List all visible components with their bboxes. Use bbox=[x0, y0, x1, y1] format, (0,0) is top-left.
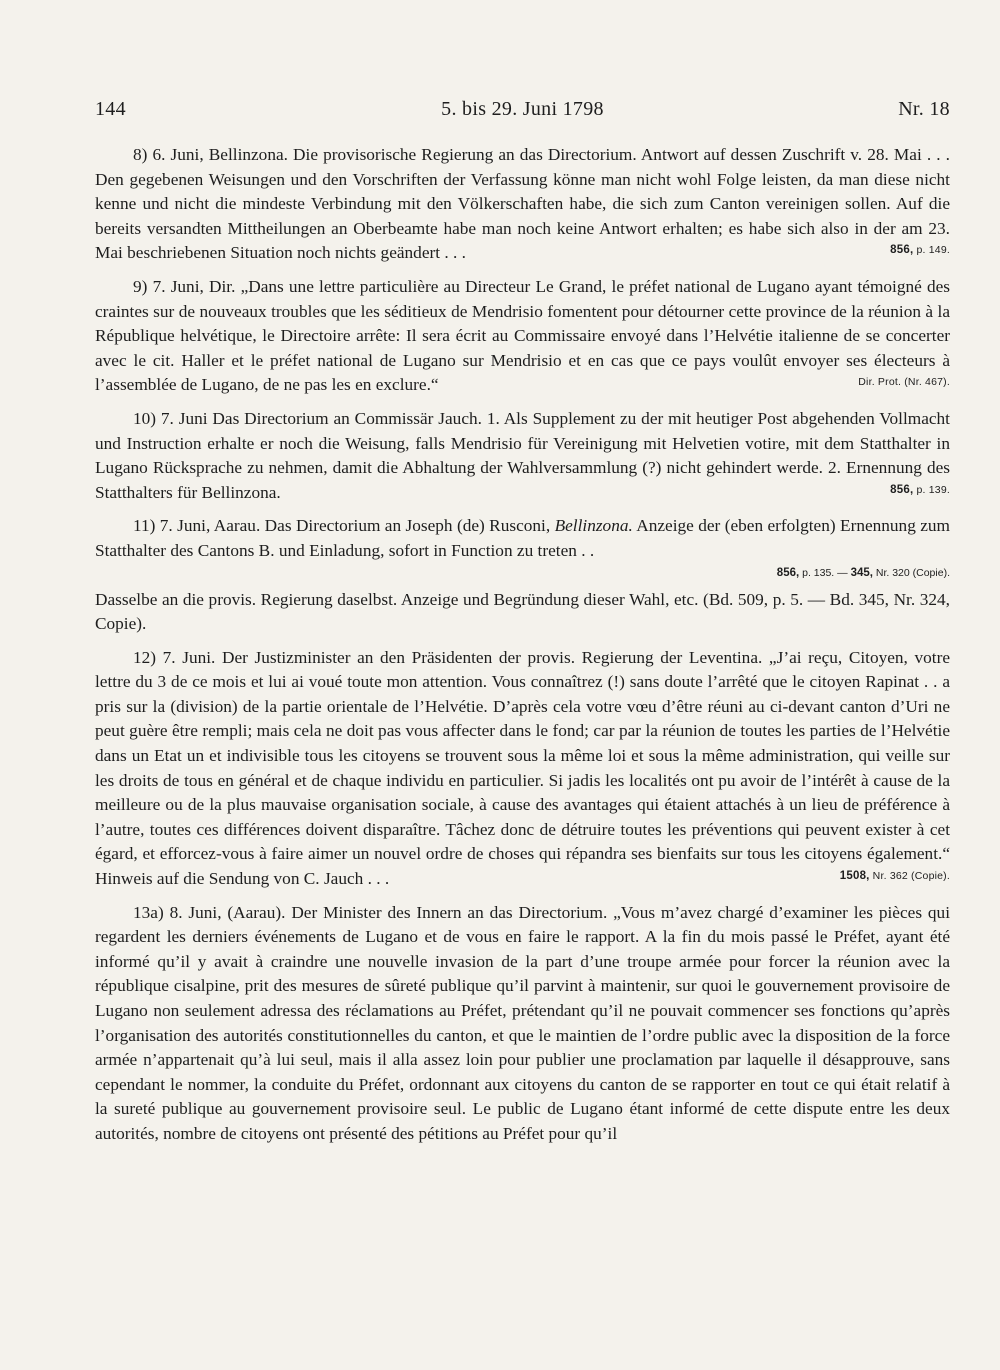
source-reference: 856, p. 139. bbox=[890, 483, 950, 496]
entry-9 bbox=[95, 275, 950, 398]
entry-text: 9) 7. Juni, Dir. „Dans une lettre particulière au Directeur Le Grand, le préfet national de Lugano ayant témoigné des craintes sur de nouveaux troubles que les séditieux de Mendrisio fomentent pour détourner cette province de la réunion à la République helvétique, le Directoire arrête: Il sera écrit au Commissaire envoyé dans l’Helvétie italienne de se concerter avec le cit. Haller et le préfet national de Lugano sur Mendrisio et en cas que ce pays voulût envoyer ses électeurs à l’assemblée de Lugano, de ne pas les en exclure.“ bbox=[95, 276, 950, 395]
entry-text: 10) 7. Juni Das Directorium an Commissär Jauch. 1. Als Supplement zu der mit heutiger Post abgehenden Vollmacht und Instruction erhalte er noch die Weisung, falls Mendrisio für Vereinigung mit Helvetien votire, mit dem Statthalter in Lugano Rücksprache zu nehmen, damit die Abhaltung der Wahlversammlung (?) nicht gehindert werde. 2. Ernennung des Statthalters für Bellinzona. bbox=[95, 408, 950, 502]
source-reference: 1508, Nr. 362 (Copie). bbox=[839, 870, 950, 883]
entry-text-italic: Bellinzona. bbox=[554, 516, 633, 536]
entry-text: 12) 7. Juni. Der Justizminister an den Präsidenten der provis. Regierung der Leventina. „J’ai reçu, Citoyen, votre lettre du 3 de ce mois et lui ai voué toute mon attention. Vous connaîtrez (!) sans doute l’arrêté que le citoyen Rapinat . . a pris sur la (division) de la partie orientale de l’Helvétie. D’après cela votre vœu d’être réuni au ci-devant canton d’Uri ne peut guère être rempli; mais cela ne doit pas vous affecter dans le fond; car par la réunion de toutes les parties de l’Helvétie dans un Etat un et indivisible tous les citoyens se trouvent sous la même loi et sous la même administration, qui veille sur les droits de tous en général et de chaque individu en particulier. Si jadis les localités ont pu avoir de l’intérêt à cause de la meilleure ou de la plus mauvaise organisation sociale, à cause des avantages qui étaient attachés à un lieu de préférence à l’autre, toutes ces différences doivent disparaître. Tâchez donc de détruire toutes les préventions qui peuvent exister à cet égard, et efforcez-vous à faire aimer un nouvel ordre de choses qui répandra ses bienfaits sur tous les citoyens également.“ Hinweis auf die Sendung von C. Jauch . . . bbox=[95, 647, 950, 889]
header-number: Nr. 18 bbox=[898, 98, 950, 120]
entry-text: 8) 6. Juni, Bellinzona. Die provisorische Regierung an das Directorium. Antwort auf dessen Zuschrift v. 28. Mai . . . Den gegebenen Weisungen und den Vorschriften der Verfassung könne man nicht wohl Folge leisten, da man diese nicht kenne und nicht die mindeste Verbindung mit den Völkerschaften habe, die sich zum Canton vereinigen sollen. Auf die bereits versandten Mittheilungen an Oberbeamte habe man noch keine Antwort erhalten; es habe sich also in der am 23. Mai beschriebenen Situation noch nichts geändert . . . bbox=[95, 145, 950, 263]
entry-text: 13a) 8. Juni, (Aarau). Der Minister des Innern an das Directorium. „Vous m’avez chargé d’examiner les pièces qui regardent les derniers événements de Lugano et de vous en faire le rapport. A la fin du mois passé le Préfet, ayant été informé qu’il y avait à craindre une nouvelle invasion de la part d’une troupe armée pour forcer la réunion avec la république cisalpine, prit des mesures de sûreté publique qu’il parvint à maintenir, sur quoi le gouvernement provisoire de Lugano non seulement adressa des réclamations au Préfet, prétendant qu’il ne pouvait commencer ses fonctions qu’après l’organisation des autorités constitutionnelles du canton, et que le maintien de l’ordre public avec la disposition de la force armée n’appartenait qu’à lui seul, mais il alla assez loin pour publier une proclamation par laquelle il désapprouve, sans cependant le nommer, la conduite du Préfet, ordonnant aux citoyens du canton de se rapporter en tout ce qui était relatif à la sureté publique au gouvernement provisoire seul. Le public de Lugano étant informé de cette dispute entre les deux autorités, nombre de citoyens ont présenté des pétitions au Préfet pour qu’il bbox=[95, 902, 950, 1143]
page-number: 144 bbox=[95, 98, 126, 120]
document-body bbox=[95, 143, 950, 1147]
entry-11-followup bbox=[95, 588, 950, 637]
entry-13a bbox=[95, 901, 950, 1147]
source-reference: 856, p. 149. bbox=[890, 244, 950, 257]
entry-11 bbox=[95, 514, 950, 563]
entry-8 bbox=[95, 143, 950, 266]
entry-text: Dasselbe an die provis. Regierung daselbst. Anzeige und Begründung dieser Wahl, etc. (Bd. 509, p. 5. — Bd. 345, Nr. 324, Copie). bbox=[95, 589, 950, 634]
header-title: 5. bis 29. Juni 1798 bbox=[441, 98, 604, 120]
source-reference: 856, p. 135. — 345, Nr. 320 (Copie). bbox=[776, 566, 950, 579]
entry-12 bbox=[95, 646, 950, 892]
source-reference: Dir. Prot. (Nr. 467). bbox=[858, 376, 950, 389]
entry-text: Anzeige der (eben erfolgten) Ernennung zum Statthalter des Cantons B. und Einladung, sofort in Function zu treten . . bbox=[95, 516, 950, 560]
running-header bbox=[95, 98, 950, 132]
entry-text: 11) 7. Juni, Aarau. Das Directorium an Joseph (de) Rusconi, bbox=[133, 516, 551, 536]
entry-10 bbox=[95, 407, 950, 505]
